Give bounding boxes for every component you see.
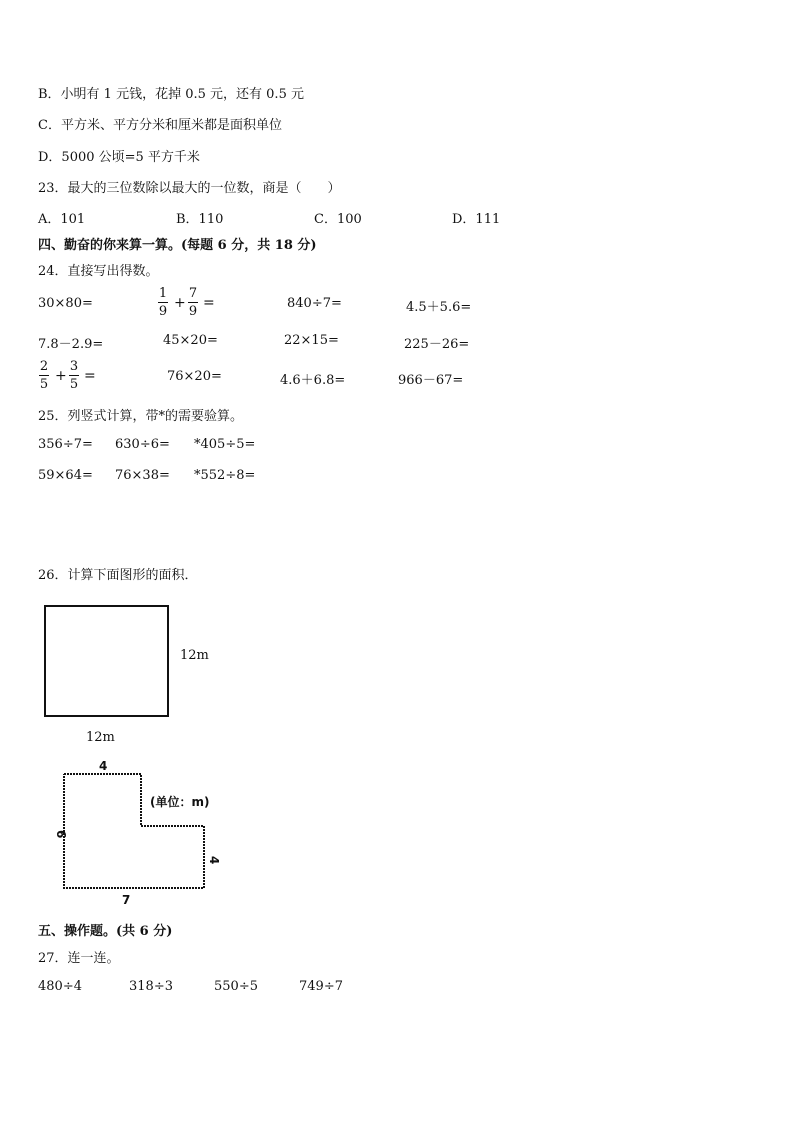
fraction-numerator: 1 [158,286,168,301]
q25-r2-b: 76×38= [115,468,170,483]
q24-r1-a: 30×80= [38,296,93,311]
l-shape-left-label: 6 [54,830,68,839]
q24-r2-a: 7.8－2.9= [38,337,104,352]
fraction-numerator: 3 [69,359,79,374]
q23-option-b: B．110 [176,212,224,227]
q23-option-d: D．111 [452,212,501,227]
q23-option-a: A．101 [38,212,86,227]
section4-heading: 四、勤奋的你来算一算。(每题 6 分，共 18 分) [38,238,317,253]
q22-option-c: C．平方米、平方分米和厘米都是面积单位 [38,118,282,133]
fraction-denominator: 5 [69,377,79,392]
q25-stem: 25．列竖式计算，带*的需要验算。 [38,409,244,424]
l-shape-outline [64,774,204,888]
section5-heading: 五、操作题。(共 6 分) [38,924,173,939]
l-shape-bottom-label: 7 [122,893,131,907]
square-side-label: 12m [180,648,209,663]
q22-option-d: D．5000 公顷=5 平方千米 [38,150,200,165]
fraction-numerator: 7 [188,286,198,301]
equals-sign: = [84,368,96,384]
q24-r2-b: 45×20= [163,333,218,348]
q24-r3-d: 966－67= [398,373,464,388]
q25-r1-b: 630÷6= [115,437,170,452]
l-shape-top-label: 4 [99,759,108,773]
l-shape-right-label: 4 [207,856,221,865]
q25-r2-c: *552÷8= [194,468,256,483]
fraction-denominator: 5 [39,377,49,392]
q23-option-c: C．100 [314,212,362,227]
q27-item: 550÷5 [214,979,258,994]
q26-stem: 26．计算下面图形的面积． [38,568,198,583]
q27-item: 480÷4 [38,979,82,994]
q24-r2-d: 225－26= [404,337,470,352]
q27-item: 749÷7 [299,979,343,994]
fraction-numerator: 2 [39,359,49,374]
q27-item: 318÷3 [129,979,173,994]
q23-stem: 23．最大的三位数除以最大的一位数，商是（ ） [38,181,341,196]
l-shape-unit-label: (单位：m) [150,795,210,809]
q25-r2-a: 59×64= [38,468,93,483]
q27-stem: 27．连一连。 [38,951,120,966]
fraction-denominator: 9 [188,304,198,319]
plus-sign: + [55,368,67,384]
q24-r2-c: 22×15= [284,333,339,348]
q24-r1-d: 4.5＋5.6= [406,300,472,315]
q24-r3-b: 76×20= [167,369,222,384]
square-bottom-label: 12m [86,730,115,745]
q25-r1-a: 356÷7= [38,437,93,452]
q25-r1-c: *405÷5= [194,437,256,452]
q24-r1-c: 840÷7= [287,296,342,311]
fraction-denominator: 9 [158,304,168,319]
q22-option-b: B．小明有 1 元钱，花掉 0.5 元，还有 0.5 元 [38,87,304,102]
q24-stem: 24．直接写出得数。 [38,264,159,279]
equals-sign: = [203,295,215,311]
q24-r3-c: 4.6＋6.8= [280,373,346,388]
plus-sign: + [174,295,186,311]
